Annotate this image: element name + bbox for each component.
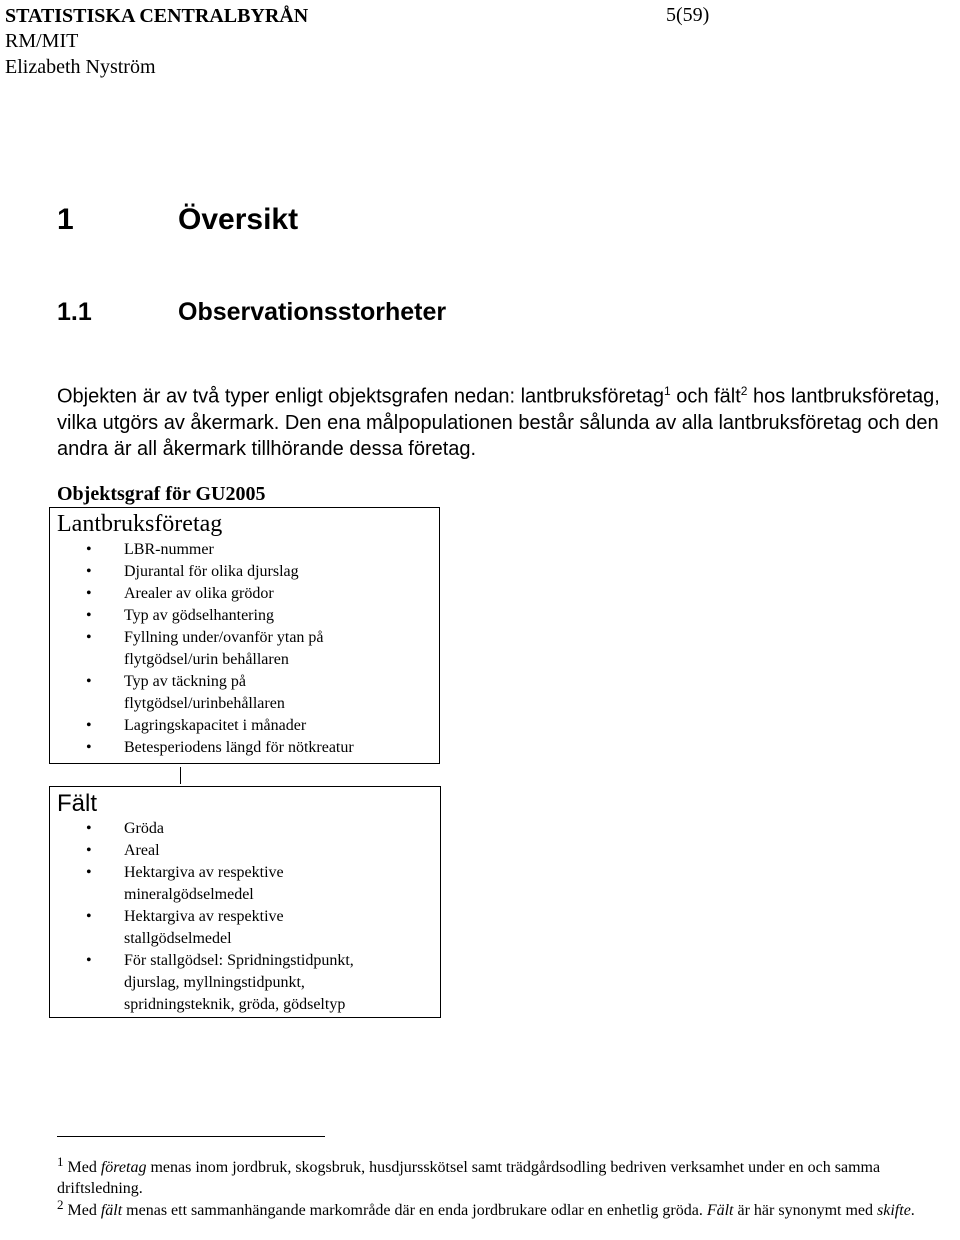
- list-item: • Lagringskapacitet i månader: [50, 715, 424, 737]
- falt-title: Fält: [57, 790, 98, 817]
- list-item: • Typ av gödselhantering: [50, 605, 424, 627]
- page-number: 5(59): [666, 4, 710, 26]
- subsection-title: Observationsstorheter: [178, 298, 447, 326]
- footnote-1: $^1$ Med företag menas inom jordbruk, skogsbruk, husdjursskötsel samt trädgårdsodling bedriven verksamhet under en och samma driftsledning.: [57, 1154, 881, 1197]
- footnote-ref-1: 1: [664, 384, 671, 398]
- list-item: • Areal: [50, 840, 424, 862]
- list-item: • Typ av täckning på flytgödsel/urinbehållaren: [86, 673, 285, 712]
- bullet-icon: •: [86, 585, 92, 602]
- bullet-icon: •: [86, 607, 92, 624]
- falt-list: [50, 818, 424, 1016]
- list-item: • Djurantal för olika djurslag: [50, 561, 424, 583]
- bullet-icon: •: [86, 908, 92, 925]
- graph-title: Objektsgraf för GU2005: [57, 483, 266, 505]
- bullet-icon: •: [86, 717, 92, 734]
- footnote-divider: [57, 1136, 325, 1137]
- bullet-icon: •: [86, 629, 92, 646]
- lantbruksforetag-box: [49, 507, 440, 764]
- department: RM/MIT: [5, 30, 79, 52]
- subsection-number: 1.1: [57, 298, 92, 326]
- bullet-icon: •: [86, 952, 92, 969]
- list-item: • Arealer av olika grödor: [50, 583, 424, 605]
- lantbruksforetag-title: Lantbruksföretag: [57, 511, 223, 537]
- footnote-ref-2: 2: [740, 384, 748, 398]
- bullet-icon: •: [86, 864, 92, 881]
- bullet-icon: •: [86, 842, 92, 859]
- lantbruksforetag-list: [50, 539, 424, 759]
- bullet-icon: •: [86, 820, 92, 837]
- list-item: • Hektargiva av respektive stallgödselmedel: [86, 908, 284, 947]
- footnote-2: $^2$ Med fält menas ett sammanhängande markområde där en enda jordbrukare odlar en enhetlig gröda. Fält är här synonymt med skifte.: [57, 1197, 915, 1219]
- list-item: • LBR-nummer: [50, 539, 424, 561]
- bullet-icon: •: [86, 739, 92, 756]
- bullet-icon: •: [86, 541, 92, 558]
- list-item: • Betesperiodens längd för nötkreatur: [50, 737, 424, 759]
- list-item: • Hektargiva av respektive mineralgödselmedel: [86, 864, 284, 903]
- section-title: Översikt: [178, 203, 299, 236]
- intro-paragraph: Objekten är av två typer enligt objektsgrafen nedan: lantbruksföretag$^1$ och fält$^2$ hos lantbruksföretag, vilka utgörs av åkermark. Den ena målpopulationen består sålunda av alla lantbruksföretag och den andra är all åkermark tillhörande dessa företag.: [57, 384, 940, 460]
- bullet-icon: •: [86, 673, 92, 690]
- list-item: • För stallgödsel: Spridningstidpunkt, djurslag, myllningstidpunkt, spridningsteknik, gröda, gödseltyp: [86, 952, 354, 1013]
- author: Elizabeth Nyström: [5, 56, 156, 78]
- section-number: 1: [57, 203, 74, 236]
- organization-name: STATISTISKA CENTRALBYRÅN: [5, 5, 309, 27]
- list-item: • Gröda: [50, 818, 424, 840]
- bullet-icon: •: [86, 563, 92, 580]
- graph-connector-line: [180, 767, 181, 784]
- list-item: • Fyllning under/ovanför ytan på flytgödsel/urin behållaren: [86, 629, 324, 668]
- falt-box: [49, 786, 441, 1018]
